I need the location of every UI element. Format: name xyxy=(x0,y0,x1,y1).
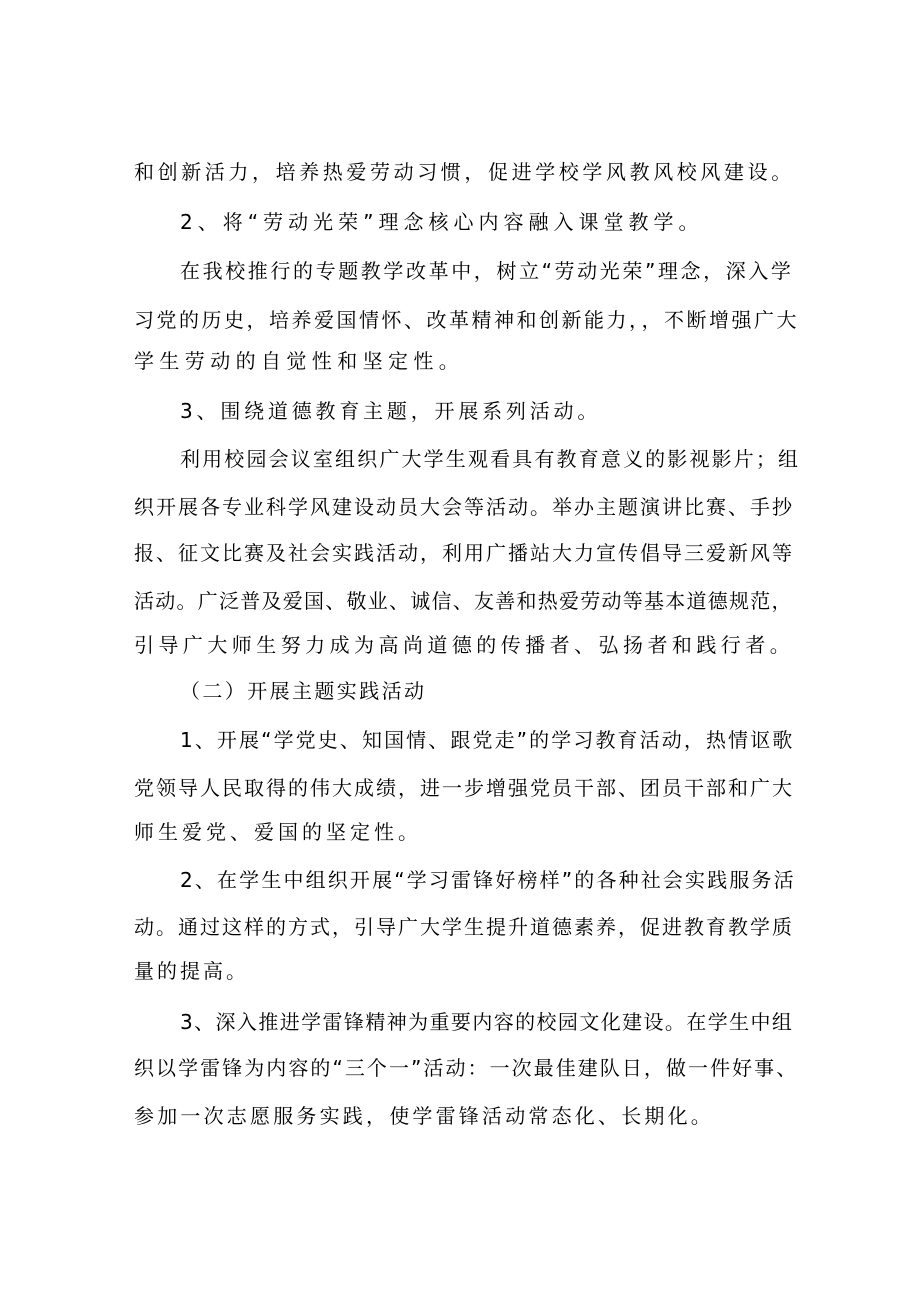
text-line: 引导广大师生努力成为高尚道德的传播者、弘扬者和践行者。 xyxy=(134,633,795,657)
text-line: 织以学雷锋为内容的“三个一”活动：一次最佳建队日，做一件好事、 xyxy=(134,1056,799,1080)
text-line: 在我校推行的专题教学改革中，树立“劳动光荣”理念，深入学 xyxy=(180,259,794,283)
text-line: 习党的历史，培养爱国情怀、改革精神和创新能力，，不断增强广大 xyxy=(134,308,799,332)
text-line: 动。通过这样的方式，引导广大学生提升道德素养，促进教育教学质 xyxy=(134,915,794,939)
text-line: 活动。广泛普及爱国、敬业、诚信、友善和热爱劳动等基本道德规范， xyxy=(134,589,793,613)
text-line: 师生爱党、爱国的坚定性。 xyxy=(134,820,422,844)
text-line: 学生劳动的自觉性和坚定性。 xyxy=(134,349,465,373)
text-line: 参加一次志愿服务实践，使学雷锋活动常态化、长期化。 xyxy=(134,1104,714,1128)
text-line: 2、将“劳动光荣”理念核心内容融入课堂教学。 xyxy=(180,210,704,234)
text-line: 3、围绕道德教育主题，开展系列活动。 xyxy=(180,399,602,423)
text-line: 和创新活力，培养热爱劳动习惯，促进学校学风教风校风建设。 xyxy=(134,160,795,184)
text-line: 1、开展“学党史、知国情、跟党走”的学习教育活动，热情讴歌 xyxy=(180,728,795,752)
text-line: 2、在学生中组织开展“学习雷锋好榜样”的各种社会实践服务活 xyxy=(180,868,796,892)
text-line: 利用校园会议室组织广大学生观看具有教育意义的影视影片；组 xyxy=(180,447,801,471)
text-line: 党领导人民取得的伟大成绩，进一步增强党员干部、团员干部和广大 xyxy=(134,776,794,800)
text-line: 报、征文比赛及社会实践活动，利用广播站大力宣传倡导三爱新风等 xyxy=(134,541,794,565)
text-line: 3、深入推进学雷锋精神为重要内容的校园文化建设。在学生中组 xyxy=(180,1010,794,1034)
text-line: 量的提高。 xyxy=(134,959,249,983)
text-line: 织开展各专业科学风建设动员大会等活动。举办主题演讲比赛、手抄 xyxy=(134,495,794,519)
section-heading: （二）开展主题实践活动 xyxy=(180,679,427,703)
